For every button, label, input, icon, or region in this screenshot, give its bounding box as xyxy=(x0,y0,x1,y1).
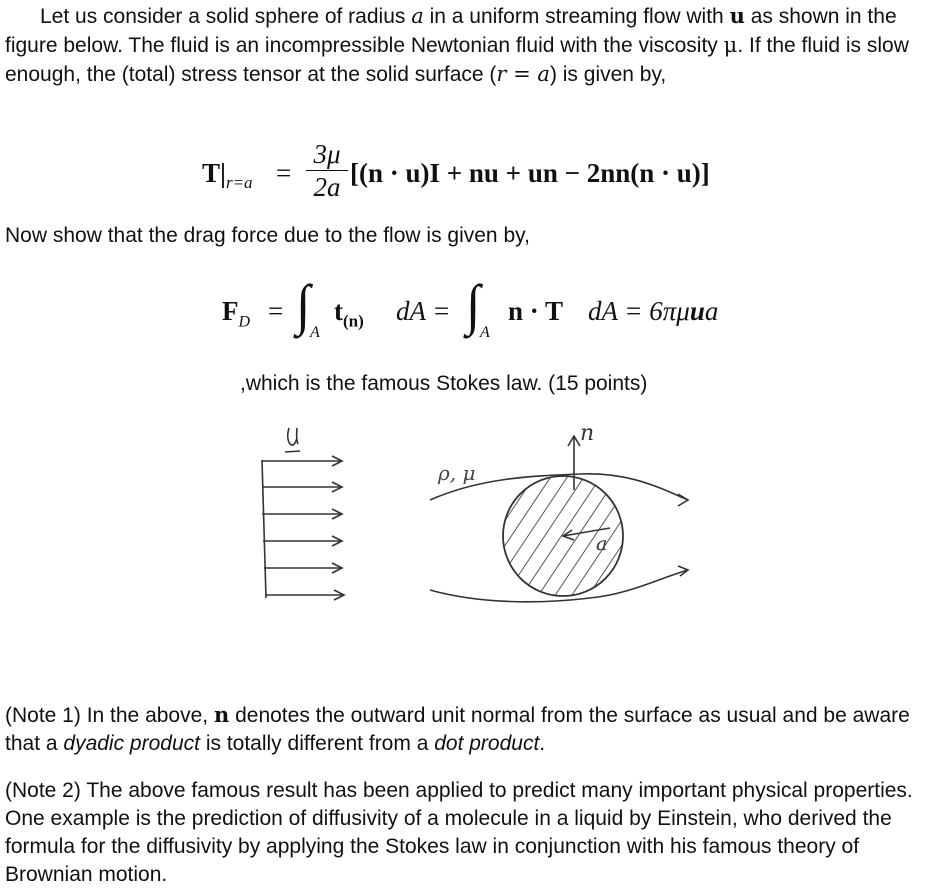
flow-around-sphere-figure xyxy=(250,418,710,628)
show-text: Now show that the drag force due to the flow is given by, xyxy=(5,224,530,247)
eq2-lhs: $F_D$ xyxy=(222,296,251,331)
velocity-profile-baseline xyxy=(262,460,266,598)
intro-text: in a uniform streaming flow with xyxy=(429,5,724,28)
sphere xyxy=(460,418,650,628)
symbol-a: a xyxy=(411,4,424,28)
u-glyph xyxy=(288,428,298,445)
intro-text: . If the fluid is slow enough, the (total) stress tensor at the solid surface ( xyxy=(5,34,909,86)
radius-a-label: a xyxy=(596,533,608,555)
stokes-law-text: ,which is the famous Stokes law. (15 points) xyxy=(240,372,648,395)
traction-vector: $t_{(n)}$ xyxy=(334,296,364,331)
velocity-arrows xyxy=(262,456,344,600)
eq1-fraction xyxy=(306,138,348,203)
symbol-u: u xyxy=(729,3,745,28)
rho-mu-label: ρ, μ xyxy=(438,461,476,485)
lower-streamline xyxy=(430,570,688,602)
integral-sign: ∫ xyxy=(296,274,311,337)
intro-text: Let us consider a solid sphere of radius xyxy=(40,5,406,28)
intro-paragraph xyxy=(5,2,941,89)
symbol-r-equals-a: r = a xyxy=(496,62,550,86)
n-label: n xyxy=(580,421,595,446)
dot-product-term: dot product xyxy=(434,732,540,755)
eq1-equals: = xyxy=(276,158,292,188)
eq1-lhs: $T|_{r=a}$ xyxy=(202,158,253,192)
dA-result: dA = 6πμua xyxy=(588,296,719,326)
note1-text: denotes the outward unit normal from the surface as usual and be aware that a xyxy=(5,704,910,755)
dyadic-product-term: dyadic product xyxy=(63,732,200,755)
u-label: U xyxy=(276,439,278,441)
n-dot-T: n · T xyxy=(508,296,564,326)
eq1-rhs: [(n · u)I + nu + un − 2nn(n · u)] xyxy=(350,158,710,188)
intro-text: ) is given by, xyxy=(549,63,667,86)
note1-text: is totally different from a xyxy=(205,732,429,755)
dA-equals: dA = xyxy=(396,296,451,326)
symbol-mu: μ xyxy=(723,33,738,57)
eq1-numerator: 3μ xyxy=(313,139,341,169)
note1-text: . xyxy=(539,732,546,755)
eq1-denominator: 2a xyxy=(313,172,341,202)
note1-text: (Note 1) In the above, xyxy=(5,704,209,727)
intro-text: as shown in the figure below. The fluid is an incompressible Newtonian fluid with the viscosity xyxy=(5,5,897,57)
integral-limit: A xyxy=(310,324,320,341)
eq2-equals: = xyxy=(268,296,284,326)
note-2: (Note 2) The above famous result has been applied to predict many important physical properties. One example is the prediction of diffusivity of a molecule in a liquid by Einstein, who derived the formula for the diffusivity by applying the Stokes law in conjunction with his famous theory of Brownian motion. xyxy=(5,779,913,886)
u-underline xyxy=(285,451,300,452)
integral-limit: A xyxy=(480,324,490,341)
integral-sign: ∫ xyxy=(466,274,481,337)
note-1 xyxy=(5,701,941,758)
symbol-n: n xyxy=(213,702,230,727)
